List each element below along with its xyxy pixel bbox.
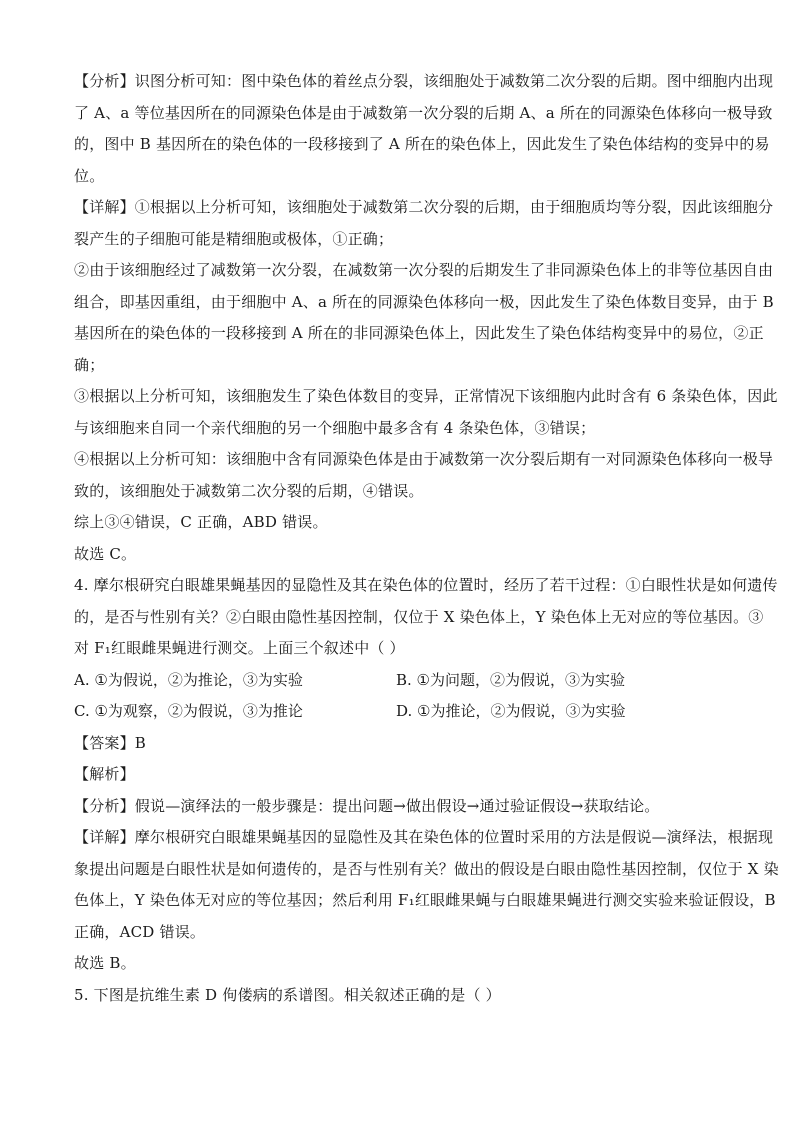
- text-line: 【详解】摩尔根研究白眼雄果蝇基因的显隐性及其在染色体的位置时采用的方法是假说—演绎法，根据现: [74, 828, 774, 846]
- text-line: 象提出问题是白眼性状是如何遗传的，是否与性别有关？做出的假设是白眼由隐性基因控制，仅位于 X 染: [74, 859, 779, 878]
- question-5: [74, 980, 724, 1012]
- text-line: ③根据以上分析可知，该细胞发生了染色体数目的变异，正常情况下该细胞内此时含有 6 条染色体，因此: [74, 387, 778, 405]
- text-line: ②由于该细胞经过了减数第一次分裂，在减数第一次分裂的后期发生了非同源染色体上的非等位基因自由: [74, 261, 774, 279]
- options-row: [74, 665, 724, 697]
- option-a: A. ①为假说，②为推论，③为实验: [74, 670, 303, 689]
- q3-detail: [74, 192, 778, 570]
- conclusion-line: 综上③④错误，C 正确，ABD 错误。: [74, 513, 328, 531]
- option-c: C. ①为观察，②为假说，③为推论: [74, 702, 303, 720]
- text-line: 【分析】识图分析可知：图中染色体的着丝点分裂，该细胞处于减数第二次分裂的后期。图中细胞内出现: [74, 72, 774, 90]
- answer-label: 【答案】B: [74, 733, 147, 752]
- question-stem-line: 对 F₁红眼雌果蝇进行测交。上面三个叙述中（ ）: [74, 639, 405, 657]
- text-line: 裂产生的子细胞可能是精细胞或极体，①正确；: [74, 229, 394, 248]
- text-line: 组合，即基因重组，由于细胞中 A、a 所在的同源染色体移向一极，因此发生了染色体数目变异，由于 B: [74, 292, 774, 311]
- text-line: 确；: [74, 355, 105, 374]
- question-stem-line: 5. 下图是抗维生素 D 佝偻病的系谱图。相关叙述正确的是（ ）: [74, 985, 501, 1004]
- option-d: D. ①为推论，②为假说，③为实验: [396, 702, 626, 720]
- analysis-line: 【分析】假说—演绎法的一般步骤是：提出问题→做出假设→通过验证假设→获取结论。: [74, 796, 660, 815]
- text-line: 【详解】①根据以上分析可知，该细胞处于减数第二次分裂的后期，由于细胞质均等分裂，因此该细胞分: [74, 198, 774, 216]
- document-page: [74, 66, 779, 1011]
- text-line: 致的，该细胞处于减数第二次分裂的后期，④错误。: [74, 481, 424, 500]
- choice-line: 故选 B。: [74, 954, 136, 972]
- question-stem-line: 4. 摩尔根研究白眼雄果蝇基因的显隐性及其在染色体的位置时，经历了若干过程：①白眼性状是如何遗传: [74, 576, 778, 594]
- q3-analysis: [74, 66, 774, 192]
- options-row: [74, 696, 724, 728]
- text-line: 的，图中 B 基因所在的染色体的一段移接到了 A 所在的染色体上，因此发生了染色体结构的变异中的易: [74, 135, 770, 153]
- choice-line: 故选 C。: [74, 544, 137, 563]
- question-4: [74, 570, 779, 980]
- text-line: 了 A、a 等位基因所在的同源染色体是由于减数第一次分裂的后期 A、a 所在的同源染色体移向一极导致: [74, 103, 773, 122]
- text-line: 基因所在的染色体的一段移接到 A 所在的非同源染色体上，因此发生了染色体结构变异中的易位，②正: [74, 324, 764, 342]
- question-stem-line: 的，是否与性别有关？②白眼由隐性基因控制，仅位于 X 染色体上，Y 染色体上无对应的等位基因。③: [74, 607, 764, 626]
- text-line: 位。: [74, 166, 105, 185]
- text-line: 色体上，Y 染色体无对应的等位基因；然后利用 F₁红眼雌果蝇与白眼雄果蝇进行测交实验来验证假设，B: [74, 891, 776, 909]
- text-line: 与该细胞来自同一个亲代细胞的另一个细胞中最多含有 4 条染色体，③错误；: [74, 418, 596, 437]
- option-b: B. ①为问题，②为假说，③为实验: [396, 670, 626, 689]
- explanation-label: 【解析】: [74, 765, 135, 783]
- text-line: ④根据以上分析可知：该细胞中含有同源染色体是由于减数第一次分裂后期有一对同源染色体移向一极导: [74, 450, 774, 468]
- text-line: 正确，ACD 错误。: [74, 922, 206, 941]
